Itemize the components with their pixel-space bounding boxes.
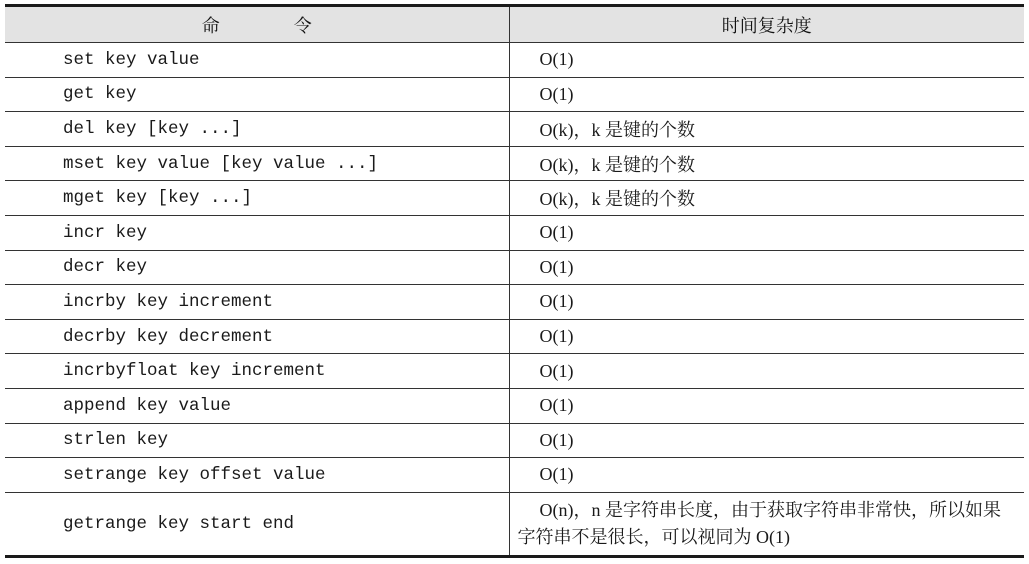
header-complexity: 时间复杂度: [509, 6, 1024, 43]
command-cell: set key value: [63, 49, 200, 70]
complexity-cell: O(k)，k 是键的个数: [509, 181, 1024, 216]
command-cell: setrange key offset value: [5, 458, 509, 493]
command-cell: decr key: [5, 250, 509, 285]
complexity-cell: O(1): [509, 388, 1024, 423]
complexity-cell: O(1): [509, 43, 1024, 78]
command-cell: mget key [key ...]: [5, 181, 509, 216]
table-row: [5, 43, 1024, 78]
complexity-cell: O(k)，k 是键的个数: [509, 112, 1024, 147]
complexity-cell: O(1): [509, 319, 1024, 354]
table-row: [5, 285, 1024, 320]
table-row: [5, 215, 1024, 250]
complexity-cell: O(k)，k 是键的个数: [509, 146, 1024, 181]
table-header-row: [5, 6, 1024, 43]
complexity-cell: O(1): [509, 215, 1024, 250]
complexity-cell: O(1): [509, 423, 1024, 458]
command-cell: incr key: [5, 215, 509, 250]
command-cell: append key value: [5, 388, 509, 423]
complexity-cell: O(1): [509, 458, 1024, 493]
table-row: [5, 77, 1024, 112]
complexity-table-container: [5, 4, 1024, 558]
table-row: [5, 250, 1024, 285]
command-cell: incrbyfloat key increment: [5, 354, 509, 389]
table-row: [5, 458, 1024, 493]
complexity-cell: O(1): [509, 285, 1024, 320]
command-cell: mset key value [key value ...]: [5, 146, 509, 181]
command-complexity-table: [5, 4, 1024, 558]
complexity-cell: O(1): [509, 77, 1024, 112]
complexity-cell: [509, 492, 1024, 556]
table-row: [5, 423, 1024, 458]
table-row: [5, 146, 1024, 181]
table-row: [5, 388, 1024, 423]
table-row: [5, 181, 1024, 216]
command-cell: incrby key increment: [5, 285, 509, 320]
header-command: 命 令: [5, 6, 509, 43]
complexity-cell: O(1): [509, 354, 1024, 389]
command-cell: decrby key decrement: [5, 319, 509, 354]
command-cell: get key: [5, 77, 509, 112]
command-cell: getrange key start end: [5, 492, 509, 556]
table-row: [5, 354, 1024, 389]
command-cell: del key [key ...]: [5, 112, 509, 147]
complexity-cell: O(1): [509, 250, 1024, 285]
command-cell: strlen key: [5, 423, 509, 458]
complexity-text: O(n)，n 是字符串长度，由于获取字符串非常快，所以如果字符串不是很长，可以视同为 O(1): [517, 499, 1001, 547]
table-row: [5, 112, 1024, 147]
table-row: [5, 492, 1024, 556]
table-row: [5, 319, 1024, 354]
